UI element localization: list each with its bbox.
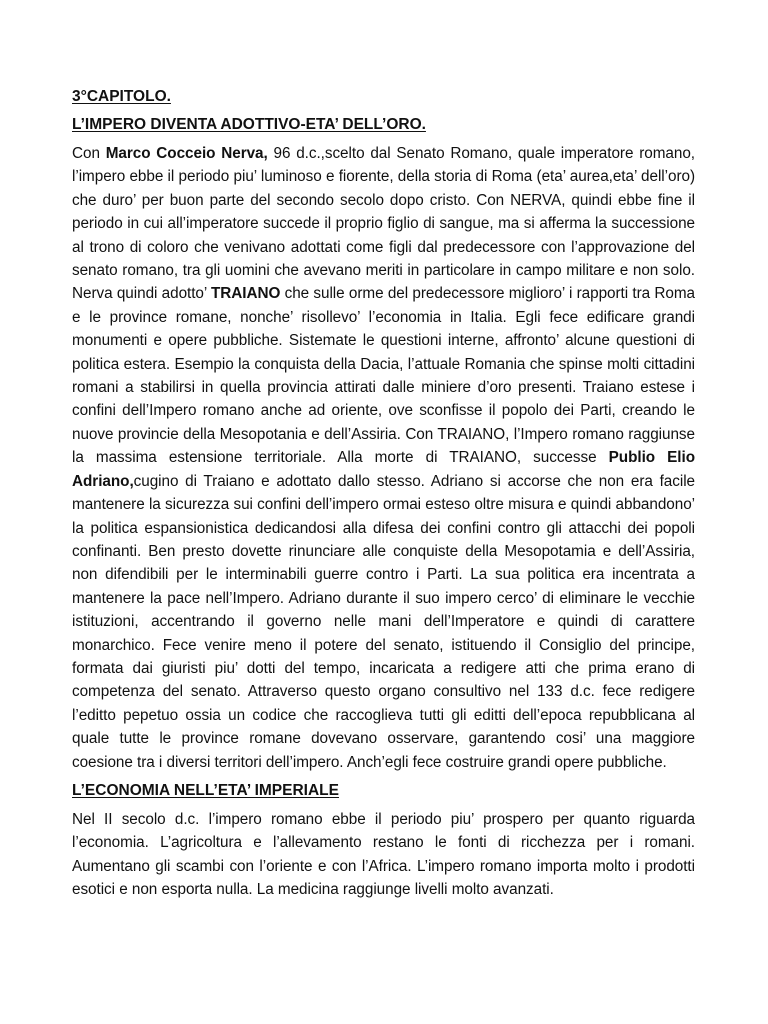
- paragraph-impero: [72, 142, 695, 774]
- name-traiano: TRAIANO: [210, 285, 281, 303]
- paragraph-economia: Nel II secolo d.c. l’impero romano ebbe il periodo piu’ prospero per quanto riguarda l’economia. L’agricoltura e l’allevamento restano le fonti di ricchezza per i romani. Aumentano gli scambi con l’oriente e con l’Africa. L’impero romano importa molto i prodotti esotici e non esporta nulla. La medicina raggiunge livelli molto avanzati.: [72, 810, 695, 899]
- name-adriano: Publio Elio Adriano,: [72, 449, 695, 490]
- text-run: Con: [72, 145, 106, 162]
- section-heading-economia: L’ECONOMIA NELL’ETA’ IMPERIALE: [72, 781, 339, 799]
- section-heading-impero: L’IMPERO DIVENTA ADOTTIVO-ETA’ DELL’ORO.: [72, 116, 426, 133]
- text-run: che sulle orme del predecessore miglioro’ i rapporti tra Roma e le province romane, nonche’ risollevo’ l’economia in Italia. Egli fece edificare grandi monumenti e opere pubbliche. Sistemate le questioni interne, affronto’ alcune questioni di politica estera. Esempio la conquista della Dacia, l’attuale Romania che spinse molti cittadini romani a stabilirsi in quella provincia attirati dalle miniere d’oro presenti. Traiano estese i confini dell’Impero romano anche ad oriente, ove sconfisse il popolo dei Parti, creando le nuove provincie della Mesopotania e dell’Assiria. Con TRAIANO, l’Impero romano raggiunse la massima estensione territoriale. Alla morte di TRAIANO, successe: [72, 285, 695, 467]
- text-run: 96 d.c.,scelto dal Senato Romano, quale imperatore romano, l’impero ebbe il periodo piu’ luminoso e fiorente, della storia di Roma (eta’ aurea,eta’ dell’oro) che duro’ per buon parte del secondo secolo dopo cristo. Con NERVA, quindi ebbe fine il periodo in cui all’imperatore succede il proprio figlio di sangue, ma si afferma la successione al trono di coloro che venivano adottati come figli dal predecessore con l’approvazione del senato romano, tra gli uomini che avevano meriti in particolare in campo militare e non solo. Nerva quindi adotto’: [72, 145, 695, 303]
- name-nerva: Marco Cocceio Nerva,: [105, 145, 268, 162]
- document-page: [72, 86, 695, 1016]
- chapter-title: 3°CAPITOLO.: [72, 88, 171, 105]
- text-run: cugino di Traiano e adottato dallo stesso. Adriano si accorse che non era facile mantenere la sicurezza sui confini dell’impero ormai esteso oltre misura e quindi abbandono’ la politica espansionistica dedicandosi alla difesa dei confini contro gli attacchi dei popoli confinanti. Ben presto dovette rinunciare alle conquiste della Mesopotamia e dell’Assiria, non difendibili per le interminabili guerre contro i Parti. La sua politica era incentrata a mantenere la pace nell’Impero. Adriano durante il suo impero cerco’ di eliminare le vecchie istituzioni, accentrando il governo nelle mani dell’Imperatore e quindi di carattere monarchico. Fece venire meno il potere del senato, istituendo il Consiglio del principe, formata dai giuristi piu’ dotti del tempo, incaricata a redigere atti che prima erano di competenza del senato. Attraverso questo organo consultivo nel 133 d.c. fece redigere l’editto pepetuo ossia un codice che raccoglieva tutti gli editti dell’epoca repubblicana al quale tutte le province romane dovevano osservare, garantendo cosi’ una maggiore coesione tra i diversi territori dell’impero. Anch’egli fece costruire grandi opere pubbliche.: [72, 472, 695, 771]
